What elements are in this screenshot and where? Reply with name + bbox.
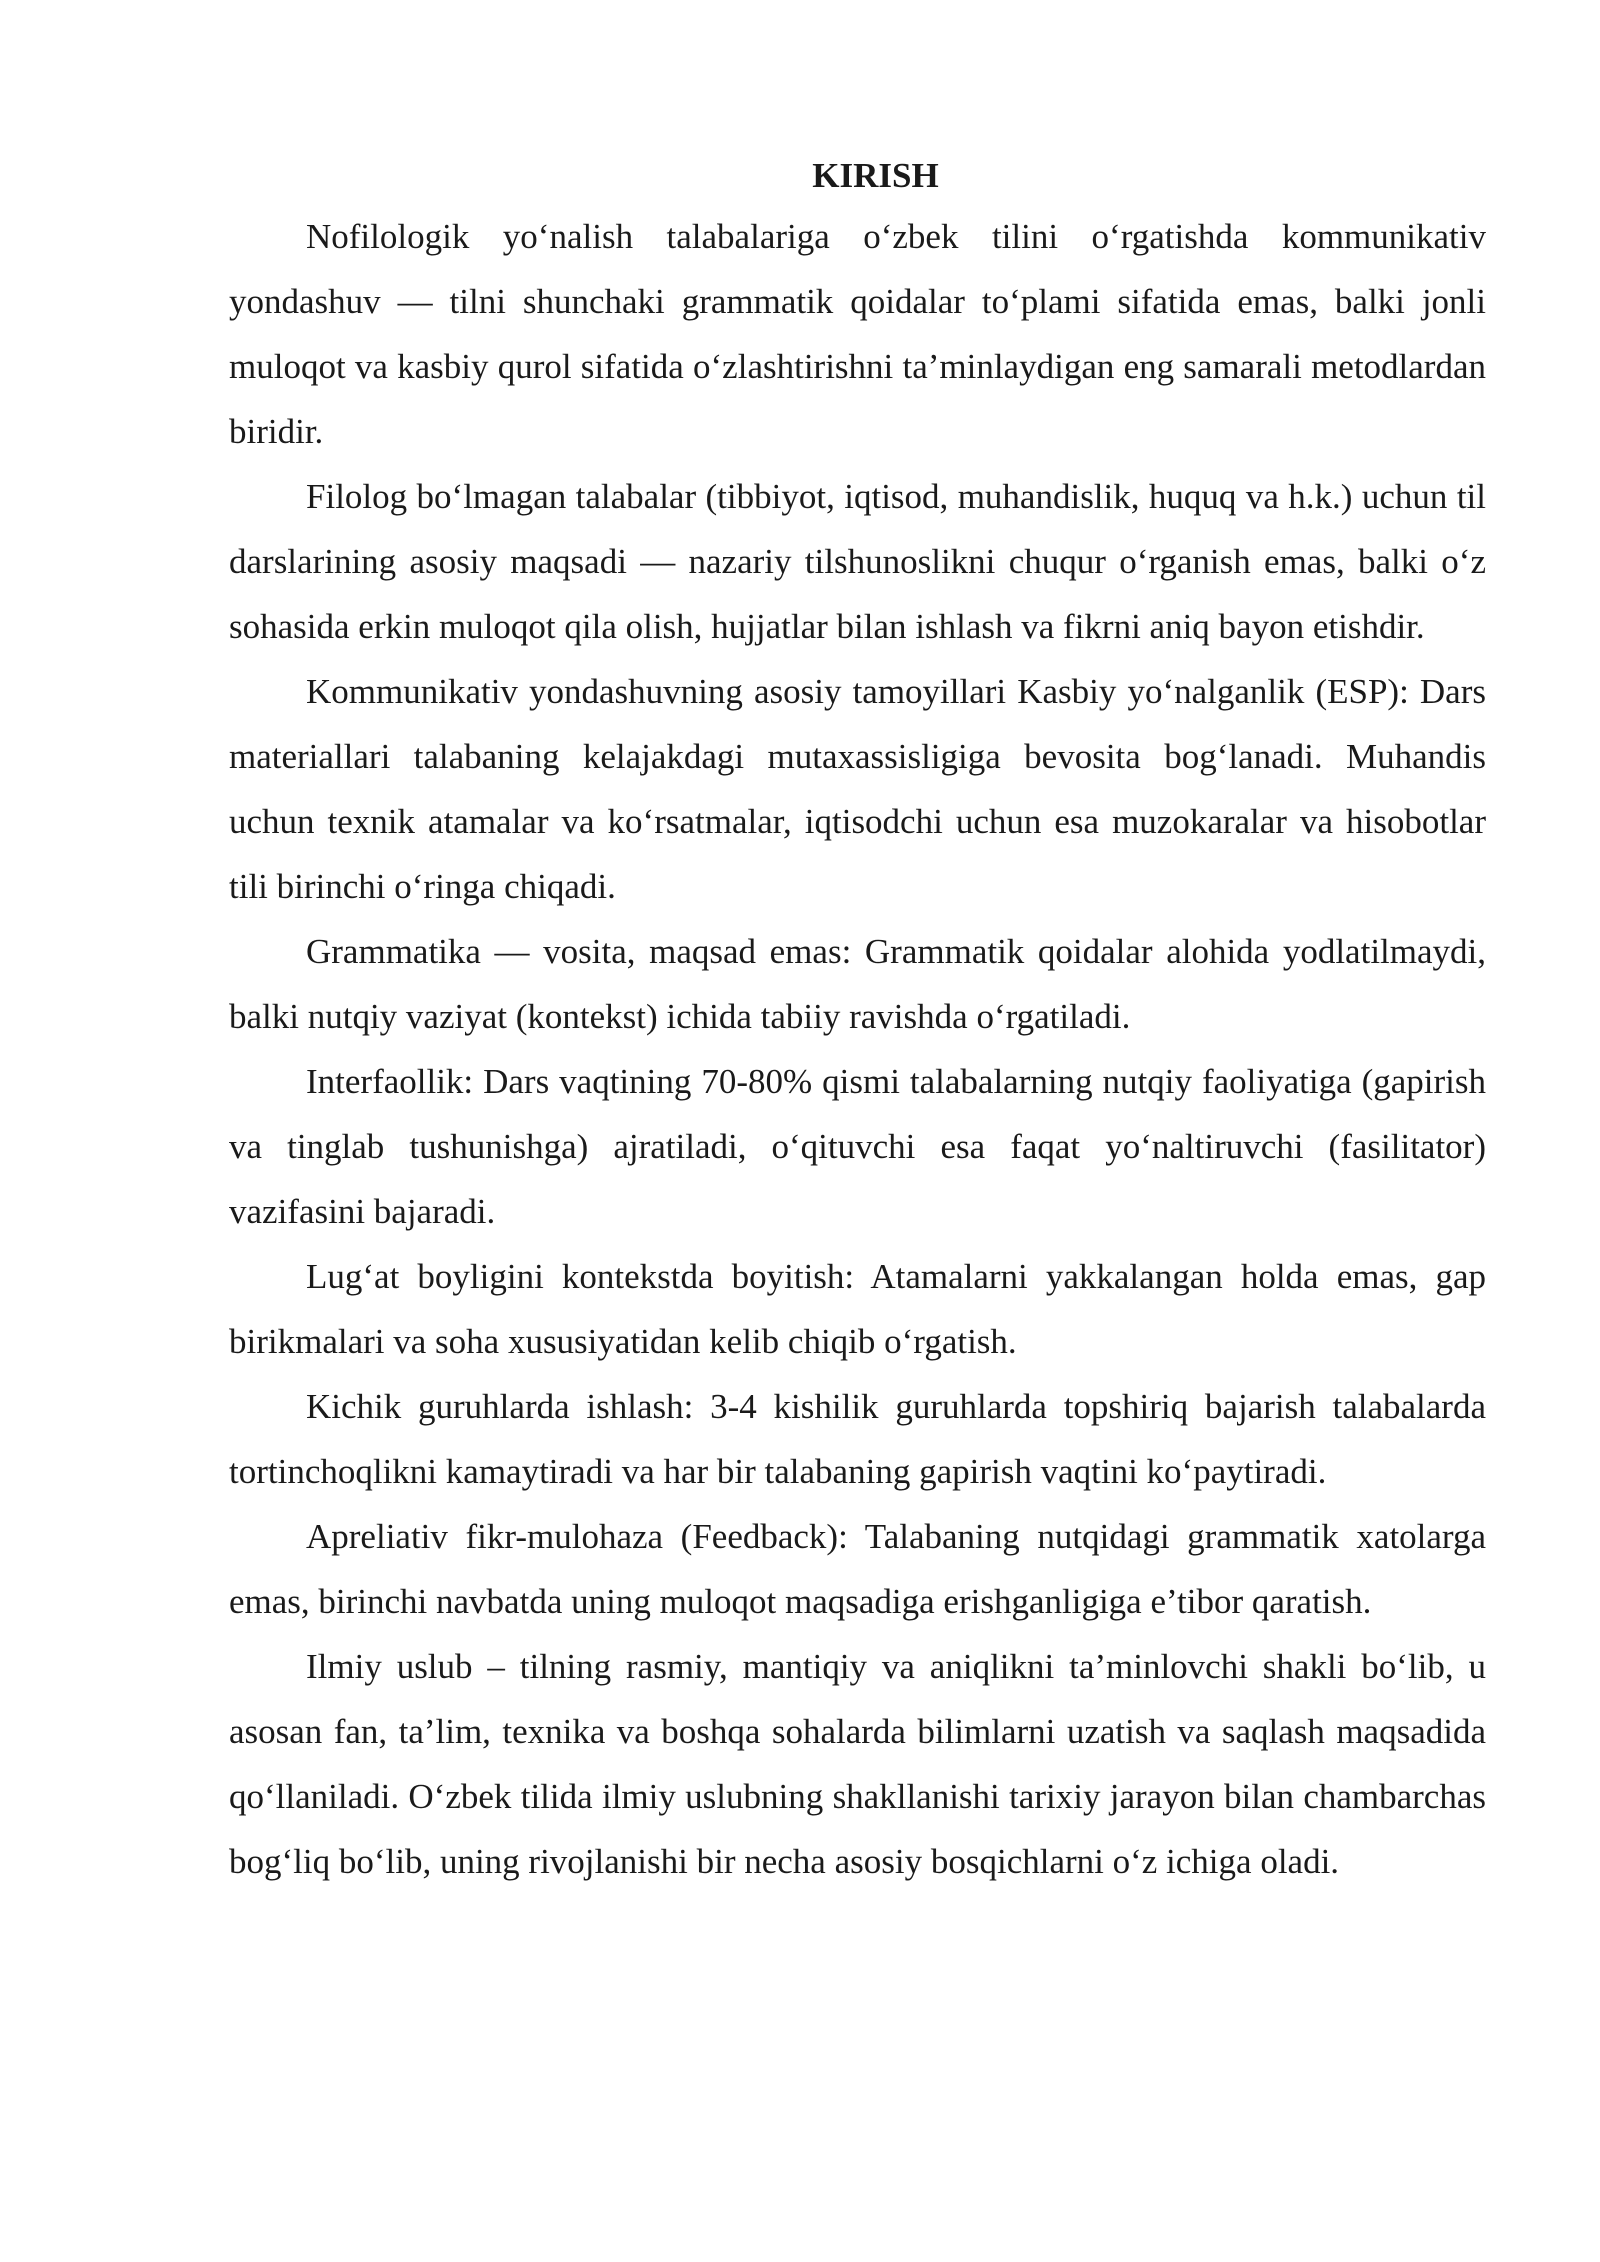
paragraph: Lug‘at boyligini kontekstda boyitish: Atamalarni yakkalangan holda emas, gap birikmalari va soha xususiyatidan kelib chiqib o‘rgatish.	[229, 1257, 1486, 1361]
paragraph: Kichik guruhlarda ishlash: 3-4 kishilik guruhlarda topshiriq bajarish talabalarda tortinchoqlikni kamaytiradi va har bir talabaning gapirish vaqtini ko‘paytiradi.	[229, 1387, 1486, 1491]
paragraph: Kommunikativ yondashuvning asosiy tamoyillari Kasbiy yo‘nalganlik (ESP): Dars materiallari talabaning kelajakdagi mutaxassisligiga bevosita bog‘lanadi. Muhandis uchun texnik atamalar va ko‘rsatmalar, iqtisodchi uchun esa muzokaralar va hisobotlar tili birinchi o‘ringa chiqadi.	[229, 672, 1486, 906]
paragraph: Filolog bo‘lmagan talabalar (tibbiyot, iqtisod, muhandislik, huquq va h.k.) uchun til darslarining asosiy maqsadi — nazariy tilshunoslikni chuqur o‘rganish emas, balki o‘z sohasida erkin muloqot qila olish, hujjatlar bilan ishlash va fikrni aniq bayon etishdir.	[229, 477, 1486, 646]
paragraph: Grammatika — vosita, maqsad emas: Grammatik qoidalar alohida yodlatilmaydi, balki nutqiy vaziyat (kontekst) ichida tabiiy ravishda o‘rgatiladi.	[229, 932, 1486, 1036]
document-body	[229, 148, 1486, 1894]
section-heading: KIRISH	[812, 156, 939, 195]
paragraph: Apreliativ fikr-mulohaza (Feedback): Talabaning nutqidagi grammatik xatolarga emas, birinchi navbatda uning muloqot maqsadiga erishganligiga e’tibor qaratish.	[229, 1517, 1486, 1621]
paragraph: Ilmiy uslub – tilning rasmiy, mantiqiy va aniqlikni ta’minlovchi shakli bo‘lib, u asosan fan, ta’lim, texnika va boshqa sohalarda bilimlarni uzatish va saqlash maqsadida qo‘llaniladi. O‘zbek tilida ilmiy uslubning shakllanishi tarixiy jarayon bilan chambarchas bog‘liq bo‘lib, uning rivojlanishi bir necha asosiy bosqichlarni o‘z ichiga oladi.	[229, 1647, 1486, 1881]
paragraph: Nofilologik yo‘nalish talabalariga o‘zbek tilini o‘rgatishda kommunikativ yondashuv — tilni shunchaki grammatik qoidalar to‘plami sifatida emas, balki jonli muloqot va kasbiy qurol sifatida o‘zlashtirishni ta’minlaydigan eng samarali metodlardan biridir.	[229, 217, 1486, 451]
paragraph: Interfaollik: Dars vaqtining 70-80% qismi talabalarning nutqiy faoliyatiga (gapirish va tinglab tushunishga) ajratiladi, o‘qituvchi esa faqat yo‘naltiruvchi (fasilitator) vazifasini bajaradi.	[229, 1062, 1486, 1231]
